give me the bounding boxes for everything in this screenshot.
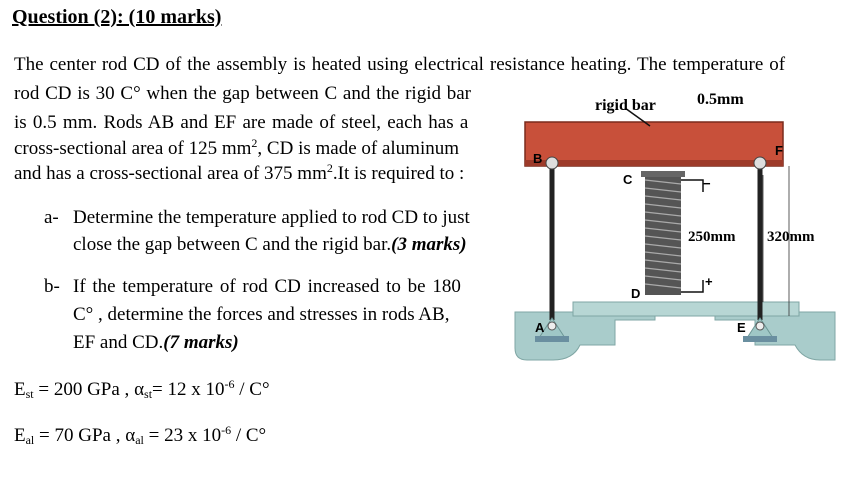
label-a: A bbox=[535, 320, 545, 335]
label-e: E bbox=[737, 320, 746, 335]
dimension-320: 320mm bbox=[767, 229, 815, 245]
intro-line-1 bbox=[14, 55, 826, 74]
intro-line-1-text: The center rod CD of the assembly is heated using electrical resistance heating. The temperature of bbox=[14, 54, 786, 75]
part-a-line-2 bbox=[73, 235, 467, 254]
part-b-line-3 bbox=[73, 333, 239, 352]
al-alpha-unit: / C° bbox=[231, 425, 267, 446]
label-f: F bbox=[775, 143, 783, 158]
al-E-sub: al bbox=[25, 433, 35, 447]
wire-bottom bbox=[681, 280, 703, 292]
pin-f bbox=[754, 157, 766, 169]
intro-line-4-sup: 2 bbox=[251, 136, 258, 150]
al-E-value: = 70 GPa , bbox=[34, 425, 126, 446]
intro-line-5 bbox=[14, 161, 465, 184]
part-b-marks: (7 marks) bbox=[163, 332, 239, 353]
al-alpha-value: = 23 x 10 bbox=[143, 425, 222, 446]
al-E-sym: E bbox=[14, 425, 26, 446]
steel-E-sym: E bbox=[14, 379, 26, 400]
steel-alpha-sym: α bbox=[134, 379, 145, 400]
gap-label: 0.5mm bbox=[697, 91, 744, 108]
al-alpha-sym: α bbox=[125, 425, 136, 446]
part-b-line-1: If the temperature of rod CD increased to be 180 bbox=[73, 276, 461, 297]
rod-cd-cap bbox=[641, 171, 685, 177]
rigid-bar bbox=[525, 122, 783, 166]
base-top bbox=[573, 302, 799, 316]
rigid-bar-label: rigid bar bbox=[595, 97, 656, 114]
part-b-line-2: C° , determine the forces and stresses in rods AB, bbox=[73, 304, 450, 325]
part-a-label: a- bbox=[44, 207, 59, 228]
part-b-label: b- bbox=[44, 276, 60, 297]
steel-E-value: = 200 GPa , bbox=[33, 379, 135, 400]
al-alpha-exp: -6 bbox=[221, 423, 232, 437]
steel-alpha-sub: st bbox=[144, 387, 153, 401]
assembly-diagram bbox=[505, 80, 855, 370]
intro-line-2: rod CD is 30 C° when the gap between C and the rigid bar bbox=[14, 83, 471, 104]
intro-line-5-pre: and has a cross-sectional area of 375 mm bbox=[14, 163, 327, 184]
steel-properties bbox=[14, 377, 270, 401]
steel-alpha-value: = 12 x 10 bbox=[152, 379, 225, 400]
aluminum-properties bbox=[14, 423, 267, 447]
terminal-plus: + bbox=[705, 274, 713, 289]
intro-line-3: is 0.5 mm. Rods AB and EF are made of steel, each has a bbox=[14, 112, 469, 133]
steel-alpha-unit: / C° bbox=[234, 379, 270, 400]
intro-line-5-sup: 2 bbox=[326, 161, 333, 175]
part-a-marks: (3 marks) bbox=[391, 234, 467, 255]
label-d: D bbox=[631, 286, 641, 301]
pin-b bbox=[546, 157, 558, 169]
steel-E-sub: st bbox=[25, 387, 34, 401]
rigid-bar-shadow bbox=[525, 160, 783, 166]
steel-alpha-exp: -6 bbox=[224, 377, 235, 391]
label-c: C bbox=[623, 172, 633, 187]
part-a-line-2-text: close the gap between C and the rigid bar. bbox=[73, 234, 392, 255]
question-title: Question (2): (10 marks) bbox=[12, 6, 222, 28]
part-a-line-1: Determine the temperature applied to rod CD to just bbox=[73, 207, 470, 228]
intro-line-4-post: , CD is made of aluminum bbox=[257, 138, 460, 159]
wire-top bbox=[681, 180, 703, 192]
terminal-minus: − bbox=[703, 176, 711, 191]
part-b-line-3-text: EF and CD. bbox=[73, 332, 164, 353]
intro-line-4-pre: cross-sectional area of 125 mm bbox=[14, 138, 252, 159]
intro-line-5-post: .It is required to : bbox=[332, 163, 465, 184]
label-b: B bbox=[533, 151, 543, 166]
al-alpha-sub: al bbox=[135, 433, 144, 447]
intro-line-4 bbox=[14, 136, 460, 159]
dimension-250: 250mm bbox=[688, 229, 736, 245]
